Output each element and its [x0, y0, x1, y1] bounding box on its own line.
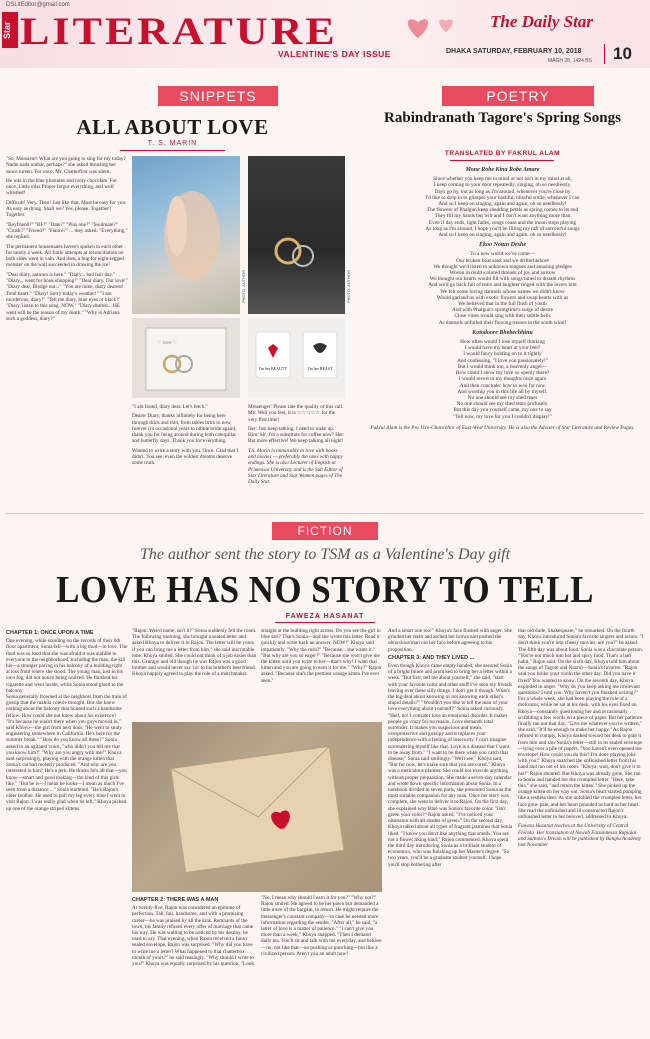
poem-line: No one should see my shed tears — [467, 394, 538, 401]
section-title: LITERATURE — [20, 8, 338, 53]
poem-line: And then conclude: how to woo far now — [459, 382, 546, 389]
poem-line: Since whether you keep me in mind or not isn't in my mind at all, — [433, 176, 572, 183]
snippet-text: Messenger: Please rate the quality of this call. Me: Well you feel, it is ☆☆☆☆☆ for the very first time! — [248, 404, 344, 423]
poetry-body — [360, 163, 645, 505]
story-column-2 — [132, 895, 257, 1034]
poem-line: Close vines would sing with their subtle bells — [454, 313, 551, 320]
snippet-text: "So, Monsieur! What are you going to sing for my today? Nadie nada umbar, perhaps?" she asked thrusting her sauce tureen. For once, Mr. Chatterfirst was silent. — [6, 156, 126, 175]
photo-notebook — [132, 318, 240, 398]
heart-icon — [398, 8, 468, 48]
poem-line: Would garland us with exotic flowers and swap hearts with us — [436, 294, 569, 301]
poem-line: I would revert to my thoughts once again — [458, 376, 547, 383]
snippets-byline: T. S. MARIN — [147, 140, 198, 147]
poem-title: Ekoo Notun Deshe — [478, 242, 526, 249]
hands-photo-icon — [132, 156, 240, 314]
poem-line: How often would I lose myself thinking — [460, 339, 545, 346]
poem-line: We thought our hearts would fill with songs tuned to distant rhythms — [429, 276, 576, 283]
poem-line: And so I keep on singing, again and again, oh so needlessly! — [438, 232, 567, 239]
story-column-4 — [388, 628, 513, 1034]
divider — [120, 150, 225, 151]
author-note: Faweza Hasanat teaches at the University of Central Florida. Her translation of Nawab Faizunnessa Rupjalal and Sultana's Dream will be published by Bangla Academy last November — [518, 823, 641, 848]
story-text: Sonia generally frowned at the neighbors from the train of gossip that the mahila coterie brought. But she knew nothing about the balcony that housed such a handsome fellow. How could she not know about his existence? — [6, 694, 127, 719]
poem-line: Woven in multi-colored threads of joy and sorrow — [449, 270, 556, 277]
story-title: LOVE HAS NO STORY TO TELL — [56, 569, 594, 611]
chapter-heading: CHAPTER 1: ONCE UPON A TIME — [6, 630, 94, 636]
masthead: The Daily Star — [490, 12, 593, 31]
snippets-column-1 — [6, 156, 128, 508]
snippets-column-2 — [132, 404, 240, 508]
story-column-1 — [6, 628, 128, 1034]
photo-mugs — [248, 318, 345, 398]
snippet-text: He was in the blue plumules and ivory chocolate. For once, Little miss Proper forgot everything, and wolf whistled! — [6, 177, 117, 197]
poem-line: We thought we'd listen to unknown tongues and amazing pledges — [433, 263, 572, 270]
mug-text-beast: I'm her BEAST — [307, 366, 333, 371]
poem-line: The flowers of Phalgun keep shedding petals as spring comes to its end — [426, 207, 579, 214]
poem-line: "Tell now, my love for you I couldn't display!" — [453, 413, 552, 420]
story-byline: FAWEZA HASANAT — [285, 613, 365, 620]
section-divider — [6, 513, 644, 514]
translator-credit: Fakrul Alam is the Pro Vice-Chancellor of East-West University. He is also the Adviser of Star Literature and Review Pages. — [370, 424, 635, 431]
poem-line: I keep coming to your door repeatedly, singing, oh so needlessly. — [433, 182, 572, 189]
snippets-title: ALL ABOUT LOVE — [76, 115, 269, 139]
hearts-decoration — [398, 8, 468, 48]
snippet-text: Her: Just keep talking. I need to wake up. Him: Sir, I'm a substitute for coffee now? Her: But more effective! We keep talking all night! — [248, 425, 345, 445]
photo-credit: PHOTO: AUTHOR — [241, 270, 246, 304]
fiction-label: FICTION — [297, 524, 353, 538]
poem-line: Days go by, but as long as I'm around, whenever you're close by — [434, 188, 571, 195]
rings-icon — [248, 156, 345, 314]
story-text: At twenty-five, Rajon was considered an epitome of perfection. Tall, fair, handsome, and with a promising career—he was praised by all the kins. Remnants of the town, his family refused every offer of marriage that came his way. He was waiting to be noticed by his destiny, he used to say. That evening, when Rajon received a funny sealed envelope, Rajon was surprised. "Why did you have to write me a letter? What happened to that chatterbox mouth of yours?" he said teasingly. "Why should I write to you?" Khoya was equally surprised by his question. "Look — [132, 905, 254, 968]
poem-line: As damsels unfurled their flowing tresses in the south wind! — [438, 319, 567, 326]
poem-line: But this day you yourself came, my one to say — [453, 407, 552, 414]
editor-email[interactable]: DSLitEditor@gmail.com — [6, 2, 70, 8]
poetry-title: Rabindranath Tagore's Spring Songs — [384, 110, 621, 126]
svg-text:♡ love ♡: ♡ love ♡ — [157, 341, 178, 346]
poem-line: But I would think too, a heavenly angel— — [457, 363, 548, 370]
photo-dark-rings — [248, 156, 345, 314]
story-column-5 — [518, 628, 644, 1034]
poem-line: As long as I'm around, I hope you'll be filling my raft of sorrowful songs — [425, 225, 580, 232]
photo-envelope — [132, 722, 382, 892]
chapter-heading: CHAPTER 3: AND THEY LIVED ... — [388, 654, 475, 661]
snippet-text: "Dear diary, autumn is here." "Diary... bad hair day." "Diary... went for book shopping!" "Dear diary, Our love!" "Diary dear, Blodge nut..." "You are mine, diary dearest! Total heart." "Diary! Sorry today's weather!" "I am murderous, diary!" "Tell me diary, blue eyes or black?" "Diary, listen to this song. NOW." "Diary dearest... HE went will be the reason of my death." "Why is Adriana such a goddess, diary?" — [6, 271, 128, 322]
issue-label: VALENTINE'S DAY ISSUE — [278, 49, 391, 59]
snippet-text: "Boyfriend?" "BF!" "Date?" "Plus one?" "Soulmate?" "Crush?" "Friend?" "Fiancé?" ... they asked. "Everything," she replied. — [6, 221, 128, 241]
story-text: One evening, while standing on the records of their 6th floor apartment, Sonia fell—with a big thud—in love. The thud was so loud that she was afraid it was audible to everyone in the neighborhood, including the man, the kill his—a stranger pacing in his balcony of a building right across from where she stood. The young man, lost in his own fog, did not notice being noticed. He finished his cigarette and went inside, while Sonia stood glued to the balcony. — [6, 638, 128, 694]
mug-icon — [248, 318, 345, 398]
poem-line: And with Phalgun's springtime's surge of desire — [452, 307, 553, 314]
poem-line: And worship you in this life all by myself. — [457, 388, 548, 395]
snippets-column-3 — [248, 404, 345, 508]
story-text: "No, I mean why should I earn it for you?" "Why not?" Rajon smiled. He agreed to be her pawn but demanded a little more of the bargain, in return. He might require the messenger's constant company—in case he needed more information regarding the sender. "After all," he said, "a letter of love is a matter of patience." "I can't give you more than a week," Khoya snapped. "Then I demand daily tea. You'll sit and talk with me everyday, and behave—no, not like that—no pushing or punching—but like a civilized person. Aren't you an adult now! — [261, 895, 382, 957]
story-text: Even though Khoya came empty handed, she assured Sonia of a bright future and promised to bring her a letter within a week. "But first, tell me about yourself," she said, "start with your favorite color and other stuff I've seen my friends leaving over these silly things. I don't get it though. What's the big deal about knowing or not knowing each other's stupid details?" "Wouldn't you like to tell the man of your love everything about yourself?" Sonia asked curiously. "Hell, no! I consider love an emotional disorder. It makes people go crazy for no reason. Love demands total surrender. It makes you suspicious and mean, overprotective and gossipy and it replaces your independence with a feeling of insecurity. I can't imagine surrendering myself like that. Love is a disease that I want to be away from." "I want to be there when you catch that disease," Sonia said smilingly. "We'll see," Khoya said, "But for now, let's make sure that you are cured." Khoya was a meticulous planner. She could not execute anything without proper preparation. She made a seven-day calendar and wrote down specific information about Sonia. In a notebook divided in seven parts, she presented Sonia as the most suitable companion for any man. Once her story was complete, she went to deliver it to Rajon. On the first day, she explained why Blue was Sonia's favorite color. "Isn't green your color?" Rajon asked. "I've noticed your obsession with all shades of green." On the second day, Khoya talked about all types of fragrant jasmines that Sonia liked. "I know you don't like anything that smells. You are not a flower liking kind," Rajon commented. Khoya spent the third day introducing Sonia as a brilliant student of economics, who was finishing up her Master's degree. "So two years, you'll be a graduate student yourself. I hope you'll stop bothering after — [388, 663, 513, 868]
poem-line: Our broken boat sank and we drifted ashore — [456, 257, 549, 264]
snippet-text: Wanted to write a story with you. Once. Glad that I didn't. You see, even the wildest dreams deserve some truth. — [132, 447, 239, 467]
divider — [275, 622, 375, 623]
snippets-bar — [158, 86, 278, 106]
snippet-text: Dearer Diary, thanks infinitely for being here through thick and thin, from tables brim to now, forever (in occasional years to nibble bride again), thank you for being around during both caterpillar and butterfly days. Thank you for everything. — [132, 413, 237, 445]
story-text: "Rajon: Weird name, isn't it?" Sonia suddenly felt the room. The following morning, she brought a sealed letter and asked Khoya to deliver it to Rajon. The letter will be yours if you can bring me a letter from him," she said inscrutable tone. Khoya smiled. She could not think of a job easier than this. Grumpy and old though he was Rajon was a good brother and would never say 'no' to his brother's best friend. Khoya happily agreed to play the role of a matchmaker. — [132, 628, 257, 678]
snippets-label: SNIPPETS — [179, 88, 257, 104]
poem-title: Mone Robe Kina Robe Amare — [465, 167, 540, 173]
poem-line: We believed that in the full flush of youth — [458, 301, 547, 308]
story-text: straight at the building right across. Do you see the girl in blue sari? That's Sonia—and she wrote this letter. Read it quickly and write back an answer, NOW!" Khoya said impatiently. "Why the rush?" "Because... she wants it." "But why are you so eager?" "Because she won't give me the kitten until you write to her—that's why! I want that kitten and you are going to earn it for me." "Why?" Rajon asked. "Because she's the prettiest orange kitten I've ever seen." — [261, 628, 382, 684]
story-text: that old dude, Shakespeare," he remarked. On the fourth day, Khoya introduced Sonia's favorite singers and actors. "I don't think you're into cheesy movies, are you?" he asked. The fifth day was about food. Sonia was a chocolate person. "You're not much into hot and spicy food. That's a bad habit," Rajon said. On the sixth day, Khoya told him about the songs of Tagore and Nazrul—Sonia's favorite. "Rajon said you broke your violin the other day. Did you have it fixed? You wanted to know. On the seventh day, Khoya exploded in anger. "Why do you keep asking me irrelevant questions? I told you: Why haven't you finished writing?" For a whole week, she had been playing the role of a motivator, while he sat at his desk, with his eyes fixed on Khoya—constantly questioning her and occasionally scribbling a few words on a piece of paper. But her patience finally ran out that day. "Give me whatever you've written," she said, "It'll be enough to make her happy." As Rajon refused to comply, Khoya dashed toward his desk to grab it from him and saw Sonia's letter—still in its sealed envelope—lying over a pile of papers. "You haven't even opened the envelope! How could you do this? I'm done playing joke with you!" Khoya snatched the unfinished letter from his hand and ran out of his room. "Khoya, wait, don't give it to her!" Rajon shouted. But Khoya was already gone. She ran to Sonia and handed her the crumpled letter. "Here, take this," she said, "and return the kitten." She picked up the orange kitten on her way out. Sonia's heart started pumping like a restless deer. As she unfolded the crumpled letter, her face grew pale, and her heart pounded as hard as her heart. She read the unfinished and ill-constructed Rajon's unfinished letter to her beloved, addressed to Khoya. — [518, 628, 644, 821]
fiction-bar — [272, 522, 378, 540]
snippet-text: Difficult! Very. Then! Just like that. Must be easy for you. As easy as dying. Shall we? Yes, please. Together? Together. — [6, 199, 127, 219]
page-number: 10 — [604, 44, 640, 64]
photo-credit: PHOTO: AUTHOR — [346, 270, 351, 304]
poem-line: How could I show my love so openly there? — [455, 370, 550, 377]
photo-hands — [132, 156, 240, 314]
poem-line: I'd like to drop in to glimpse your bashful, blissful smile, whenever I can — [425, 194, 580, 201]
section-tag: Star — [2, 12, 18, 48]
story-column-3 — [261, 895, 382, 1034]
poem-line: They fill my hands but wilt and I don't want anything more than — [434, 213, 571, 220]
poetry-translator: TRANSLATED BY FAKRUL ALAM — [444, 150, 561, 157]
story-column-3-top — [261, 628, 382, 720]
envelope-heart-icon — [132, 722, 382, 892]
poem-line: And confessing, "I love you passionately!" — [457, 357, 548, 364]
issue-date: DHAKA SATURDAY, FEBRUARY 10, 2018 — [446, 48, 582, 55]
poem-line: I would have my heart at your feet? — [464, 345, 541, 352]
poem-line: I would fancy holding on to it tightly — [463, 351, 542, 358]
poem-line: To a new world we've come— — [470, 251, 535, 258]
issue-date-bangla: MAGH 28, 1424 BS — [548, 58, 592, 64]
story-text: "It's because he wasn't there when you guys moved in," said Khoyo—the girl from next door. "He went to study engineering somewhere in California. He's here for the summer break." "How do you know all these?" Sonia asked in an agitated voice, "who didn't you tell me that you know him?" "Why are you angry with me?" Khoya said surprisingly, playing with the orange kitten that Sonia's cat had recently produced. "And why are you interested in him? He's a jerk. He thinks he's all that—you know—smart and good looking—the kind of this girls like." "But he is—I mean he looks—I mean as much I've seen from a distance ..." Sonia stuttered. "He's Rajon's older brother. He used to pull my leg every time I went to visit Rajon. I was really glad when he left," Khoya picked up one of the orange striped kittens. — [6, 718, 127, 812]
poetry-bar — [442, 86, 594, 106]
poetry-label: POETRY — [486, 88, 550, 104]
author-note: T.S. Marin is immovable in love with books and movies — preferably the ones with happy endings. She is also Lecturer of English at Primeasia University and is the Sub Editor of Star Literature and Star Women pages of The Daily Star. — [248, 447, 343, 486]
divider — [450, 160, 554, 161]
poem-line: Even if day ends, light fades, songs cease and the moon stops playing — [428, 219, 577, 226]
poem-line: No one should see my shed tears profusely. — [456, 401, 549, 408]
poem-title: Kotodoore Bhebechhinu — [472, 329, 533, 336]
poem-line: And we'd go back full of tears and laughter tinged with the lovers hint — [428, 282, 577, 289]
snippet-text: "I am found, diary dear. Let's fetch." — [132, 404, 208, 410]
story-column-2-top — [132, 628, 257, 720]
poem-line: We felt some loving damsels whose names we didn't know — [440, 288, 565, 295]
chapter-heading: CHAPTER 2: THERE WAS A MAN — [132, 897, 219, 903]
mug-text-beauty: I'm her BEAUTY — [258, 366, 288, 371]
snippet-text: The permanent housemates haven't spoken to each other for nearly a week. All futile attempts at reconciliation on both sides went in vain. And then, a bug for eight-legged monster on the wall succeeded in drawing the ice! — [6, 243, 124, 269]
notebook-rings-icon — [132, 318, 240, 398]
story-text: And a smart one too!" Khoya's face flushed with anger. She grinded her teeth and arched her brows and pushed the obnoxious man out her face before agreeing to his proposition. — [388, 628, 512, 653]
fiction-subtitle: The author sent the story to TSM as a Valentine's Day gift — [139, 546, 511, 563]
poem-line: And so I keep on singing, again and again, oh so needlessly! — [438, 201, 567, 208]
